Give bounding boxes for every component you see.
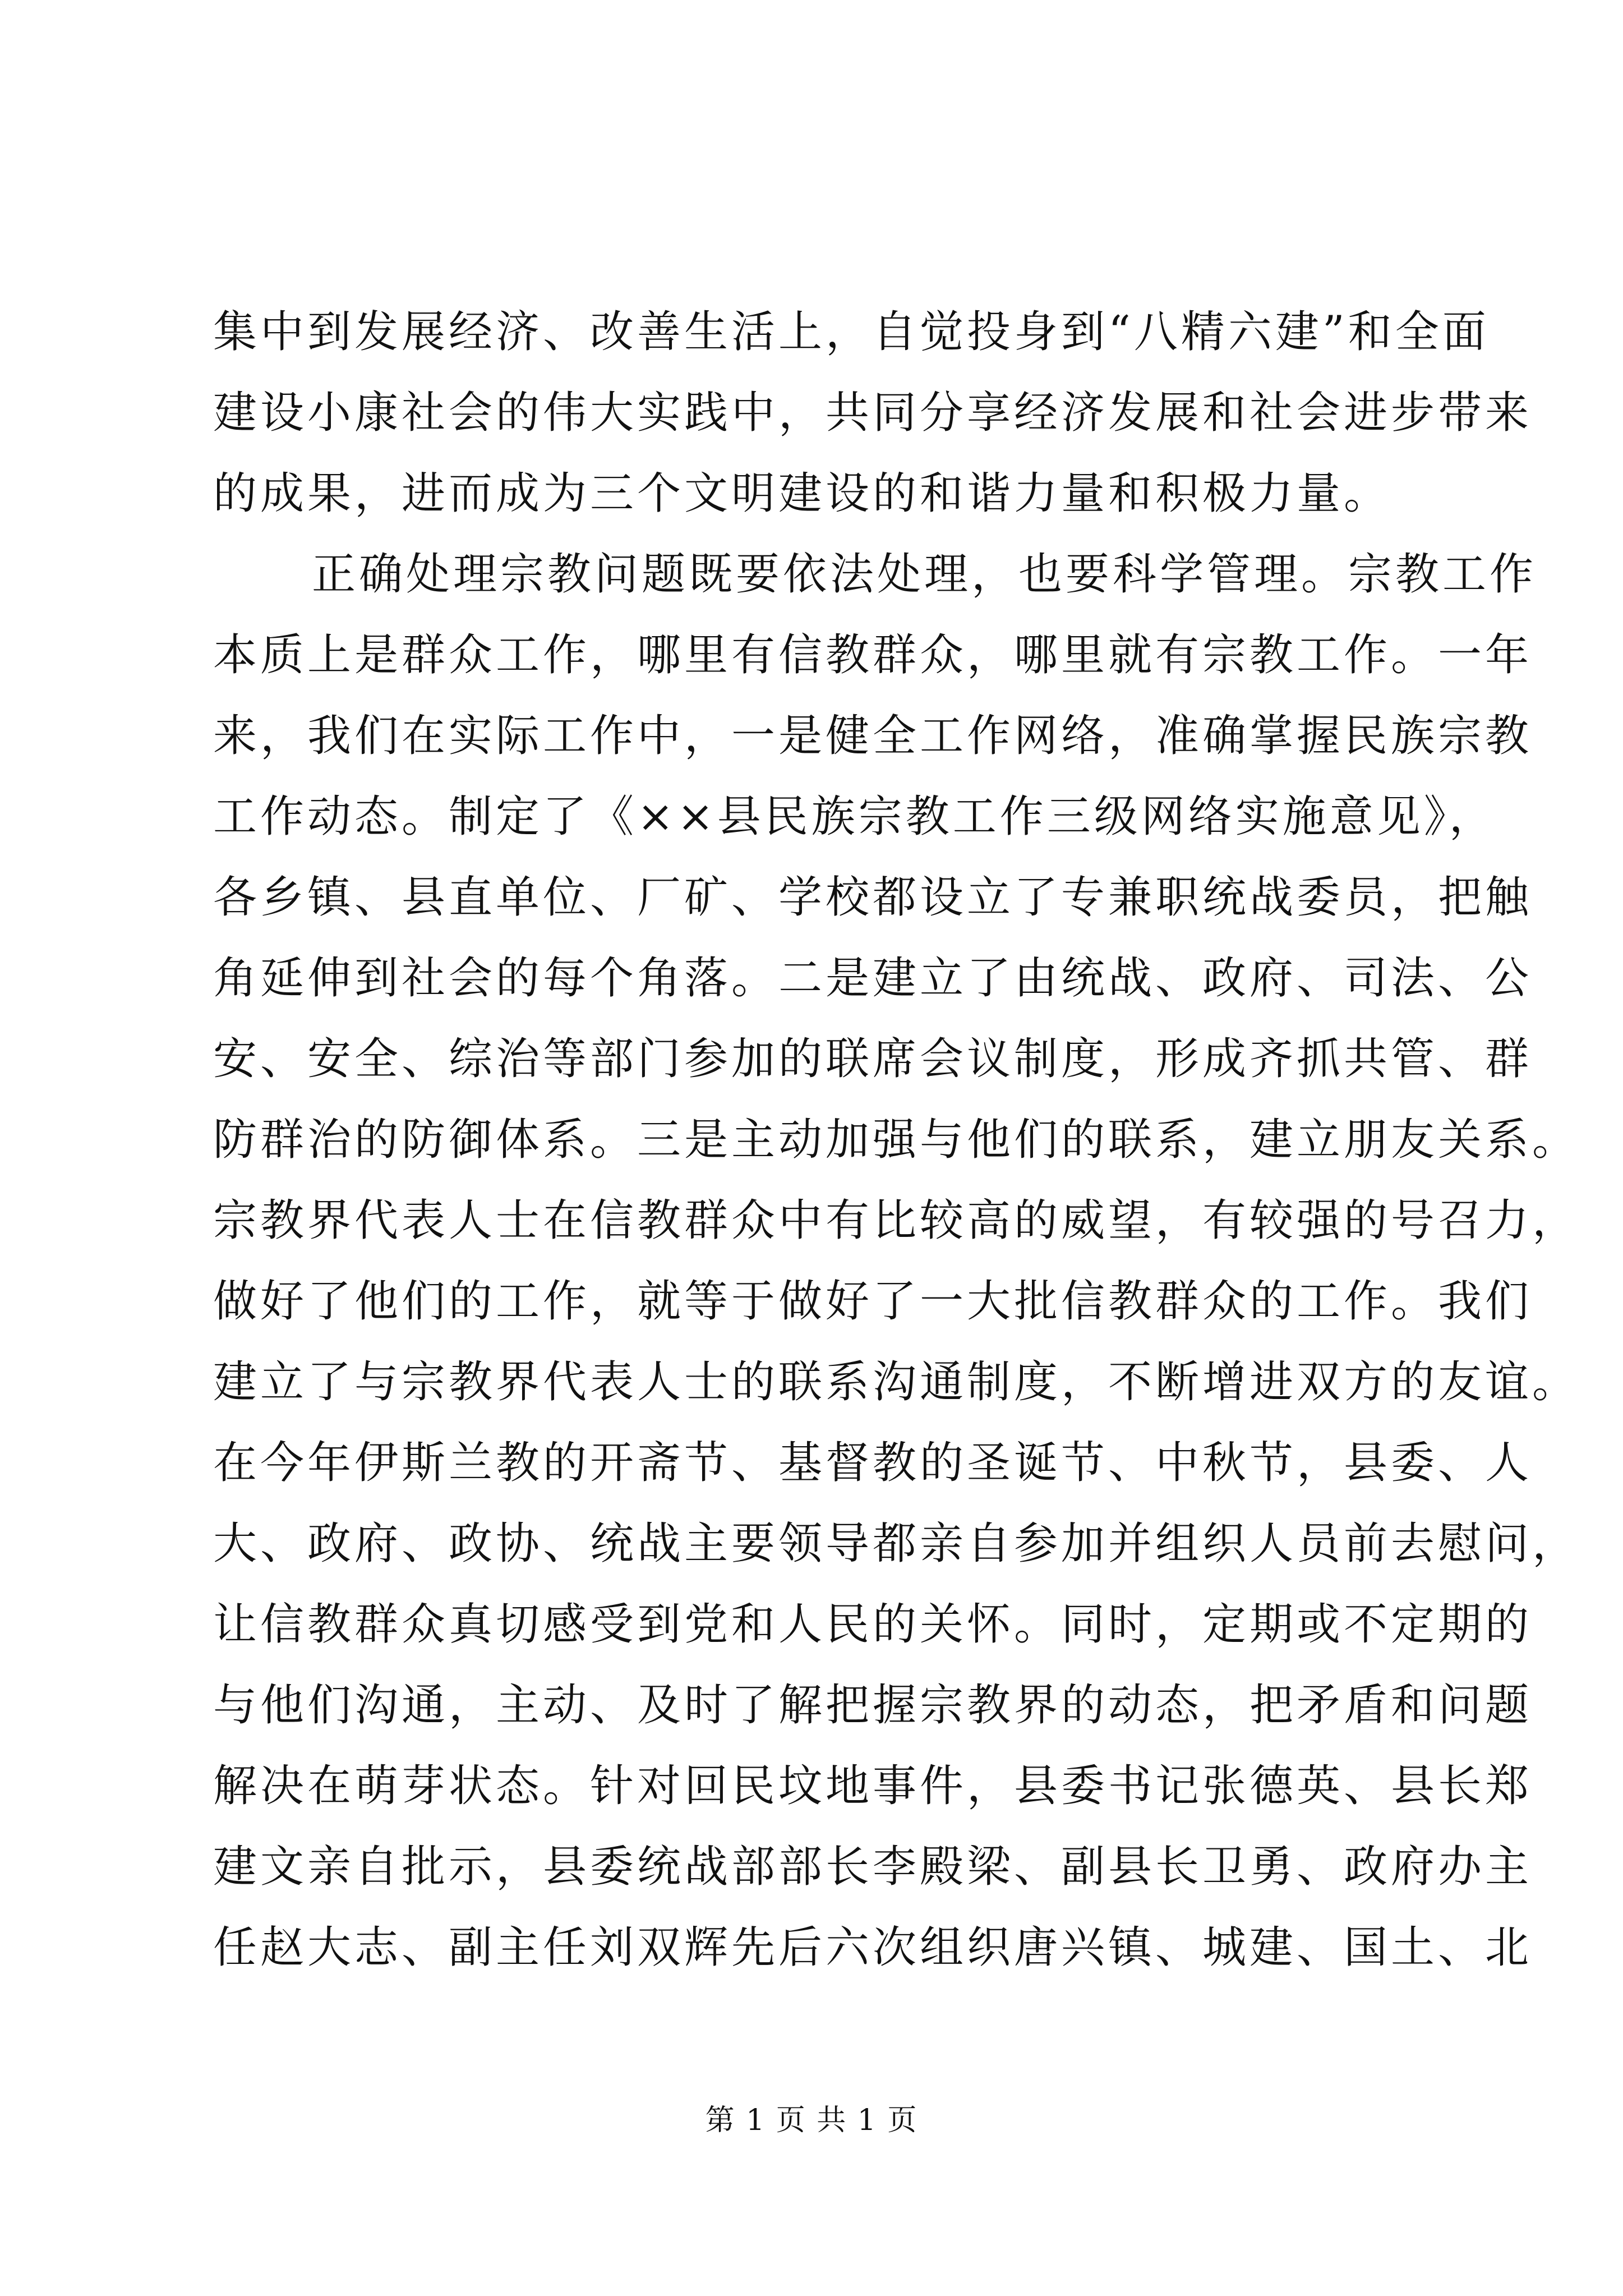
text-line: 集中到发展经济、改善生活上，自觉投身到“八精六建”和全面	[213, 307, 1490, 357]
text-line: 做好了他们的工作，就等于做好了一大批信教群众的工作。我们	[213, 1276, 1533, 1327]
text-line: 来，我们在实际工作中，一是健全工作网络，准确掌握民族宗教	[213, 711, 1533, 761]
text-line: 任赵大志、副主任刘双辉先后六次组织唐兴镇、城建、国土、北	[213, 1922, 1533, 1973]
document-body	[213, 292, 1580, 1988]
text-line: 本质上是群众工作，哪里有信教群众，哪里就有宗教工作。一年	[213, 630, 1533, 680]
text-line: 建设小康社会的伟大实践中，共同分享经济发展和社会进步带来	[213, 388, 1533, 438]
text-line: 建立了与宗教界代表人士的联系沟通制度，不断增进双方的友谊。	[213, 1357, 1580, 1407]
text-line: 的成果，进而成为三个文明建设的和谐力量和积极力量。	[213, 468, 1391, 519]
page-number-footer: 第 1 页 共 1 页	[705, 2104, 918, 2137]
paragraph-first-line: 正确处理宗教问题既要依法处理，也要科学管理。宗教工作	[312, 549, 1537, 600]
text-line: 安、安全、综治等部门参加的联席会议制度，形成齐抓共管、群	[213, 1034, 1533, 1084]
text-line: 解决在萌芽状态。针对回民坟地事件，县委书记张德英、县长郑	[213, 1761, 1533, 1811]
text-line: 让信教群众真切感受到党和人民的关怀。同时，定期或不定期的	[213, 1599, 1533, 1650]
text-line: 防群治的防御体系。三是主动加强与他们的联系，建立朋友关系。	[213, 1115, 1580, 1165]
text-line: 各乡镇、县直单位、厂矿、学校都设立了专兼职统战委员，把触	[213, 872, 1533, 923]
text-line: 大、政府、政协、统战主要领导都亲自参加并组织人员前去慰问，	[213, 1519, 1580, 1569]
text-line: 在今年伊斯兰教的开斋节、基督教的圣诞节、中秋节，县委、人	[213, 1438, 1533, 1488]
text-line: 建文亲自批示，县委统战部部长李殿梁、副县长卫勇、政府办主	[213, 1842, 1533, 1892]
text-line: 工作动态。制定了《××县民族宗教工作三级网络实施意见》，	[213, 792, 1496, 842]
text-line: 宗教界代表人士在信教群众中有比较高的威望，有较强的号召力，	[213, 1195, 1580, 1246]
text-line: 角延伸到社会的每个角落。二是建立了由统战、政府、司法、公	[213, 953, 1533, 1004]
text-line: 与他们沟通，主动、及时了解把握宗教界的动态，把矛盾和问题	[213, 1680, 1533, 1731]
